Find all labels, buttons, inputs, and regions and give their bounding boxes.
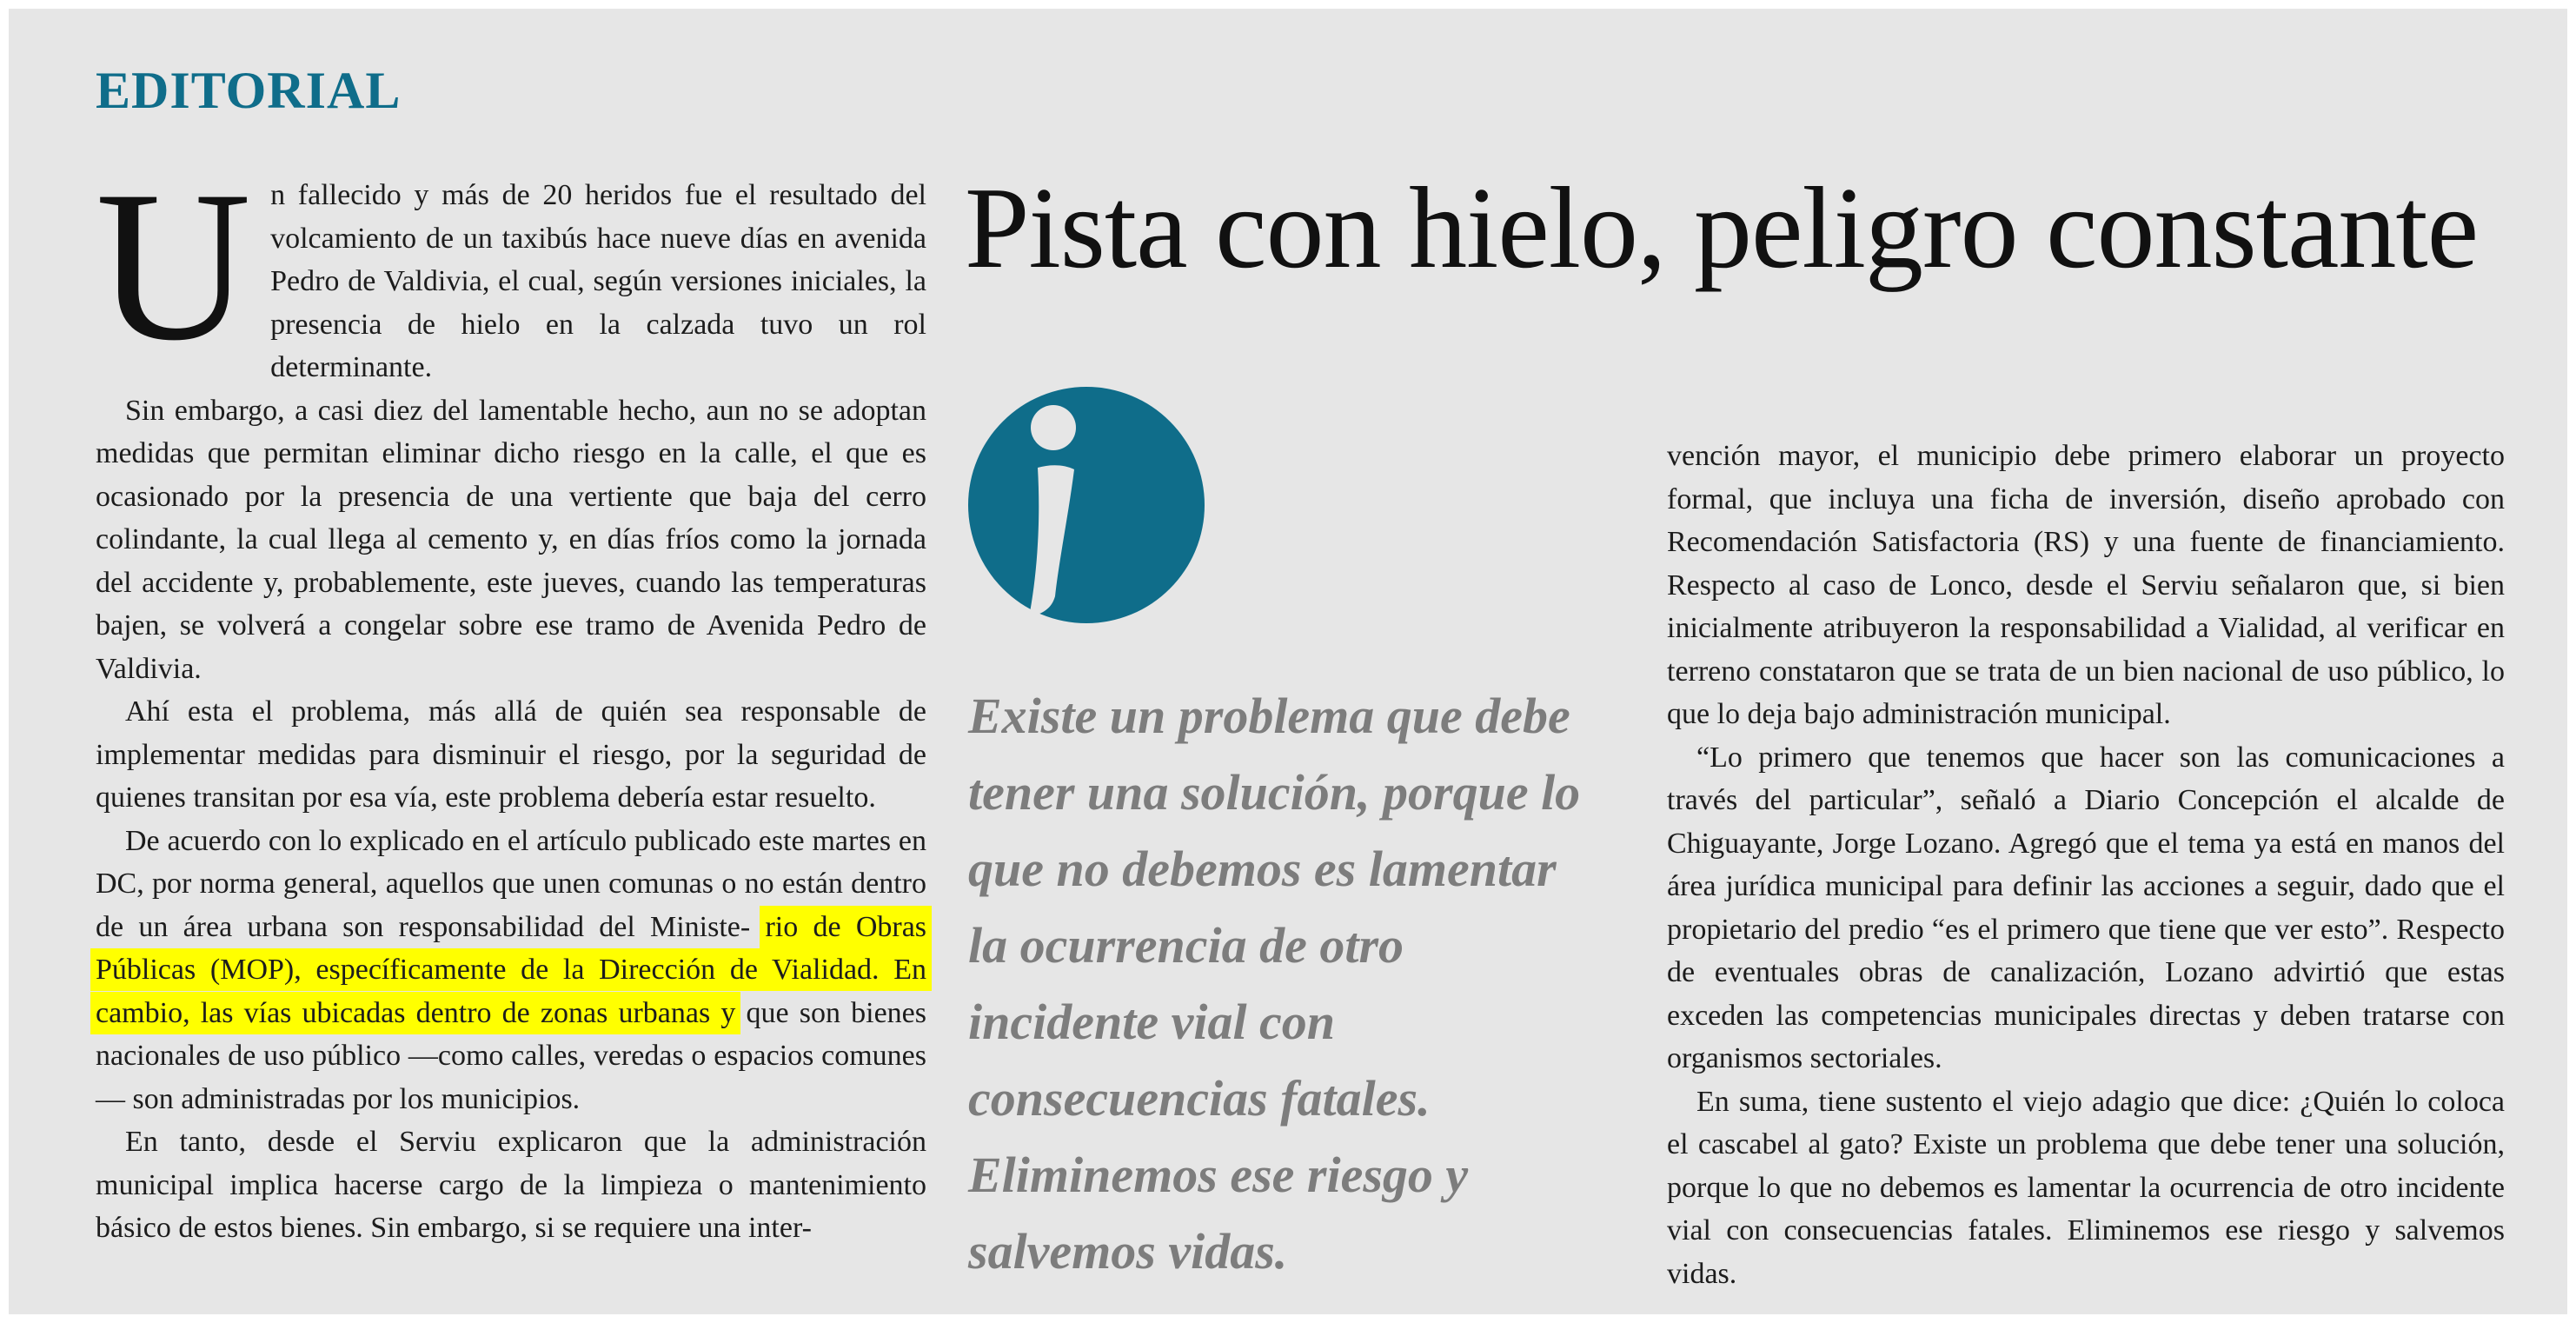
body-column-right — [1667, 435, 2505, 1295]
pull-quote: Existe un problema que debe tener una solución, porque lo que no debemos es lamentar la ocurrencia de otro incidente vial con consecuencias fatales. Eliminemos ese riesgo y salvemos vidas. — [968, 688, 1581, 1280]
info-icon — [968, 381, 1205, 629]
paragraph-2: Sin embargo, a casi diez del lamentable hecho, aun no se adoptan medidas que permitan eliminar dicho riesgo en la calle, el que es ocasionado por la presencia de una vertiente que baja del cerro colindante, la cual llega al cemento y, en días fríos como la jornada del accidente y, probablemente, este jueves, cuando las temperaturas bajen, se volverá a congelar sobre ese tramo de Avenida Pedro de Valdivia. — [96, 394, 926, 685]
highlighted-text: rio de Obras Públicas (MOP), específicamente de la Dirección de Vialidad. En cambio, las vías ubicadas dentro de zonas urbanas y — [96, 910, 927, 1029]
editorial-page — [9, 9, 2567, 1314]
paragraph-4-text-before: De acuerdo con lo explicado en el artículo publicado este martes en DC, por norma general, aquellos que unen comunas o no están dentro de un área urbana son responsabilidad del Ministe- — [96, 824, 926, 943]
section-label: EDITORIAL — [96, 62, 402, 119]
headline: Pista con hielo, peligro constante — [965, 163, 2479, 292]
paragraph-5: En tanto, desde el Serviu explicaron que la administración municipal implica hacerse cargo de la limpieza o mantenimiento básico de estos bienes. Sin embargo, si se requiere una inter- — [96, 1126, 926, 1244]
paragraph-7: “Lo primero que tenemos que hacer son las comunicaciones a través del particular”, señaló a Diario Concepción el alcalde de Chiguayante, Jorge Lozano. Agregó que el tema ya está en manos del área jurídica municipal para definir las acciones a seguir, dado que el propietario del predio “es el primero que tiene que ver esto”. Respecto de eventuales obras de canalización, Lozano advirtió que estas exceden las competencias municipales directas y deben tratarse con organismos sectoriales. — [1667, 741, 2505, 1074]
drop-cap: U — [96, 146, 252, 385]
paragraph-3: Ahí esta el problema, más allá de quién sea responsable de implementar medidas para disminuir el riesgo, por la seguridad de quienes transitan por esa vía, este problema debería estar resuelto. — [96, 695, 926, 814]
paragraph-1-text: n fallecido y más de 20 heridos fue el resultado del volcamiento de un taxibús hace nueve días en avenida Pedro de Valdivia, el cual, según versiones iniciales, la presencia de hielo en la calzada tuvo un rol determinante. — [270, 179, 926, 383]
paragraph-4 — [96, 820, 926, 1121]
paragraph-1 — [96, 146, 926, 389]
paragraph-4-text-after: que son bienes nacionales de uso público —como calles, veredas o espacios comunes— son administradas por los municipios. — [96, 996, 926, 1115]
body-column-left — [96, 146, 927, 1250]
paragraph-6: vención mayor, el municipio debe primero elaborar un proyecto formal, que incluya una ficha de inversión, diseño aprobado con Recomendación Satisfactoria (RS) y una fuente de financiamiento. Respecto al caso de Lonco, desde el Serviu señalaron que, si bien inicialmente atribuyeron la responsabilidad a Vialidad, al verificar en terreno constataron que se trata de un bien nacional de uso público, lo que lo deja bajo administración municipal. — [1667, 440, 2505, 730]
paragraph-8: En suma, tiene sustento el viejo adagio que dice: ¿Quién lo coloca el cascabel al gato? Existe un problema que debe tener una solución, porque lo que no debemos es lamentar la ocurrencia de otro incidente vial con consecuencias fatales. Eliminemos ese riesgo y salvemos vidas. — [1667, 1085, 2505, 1290]
